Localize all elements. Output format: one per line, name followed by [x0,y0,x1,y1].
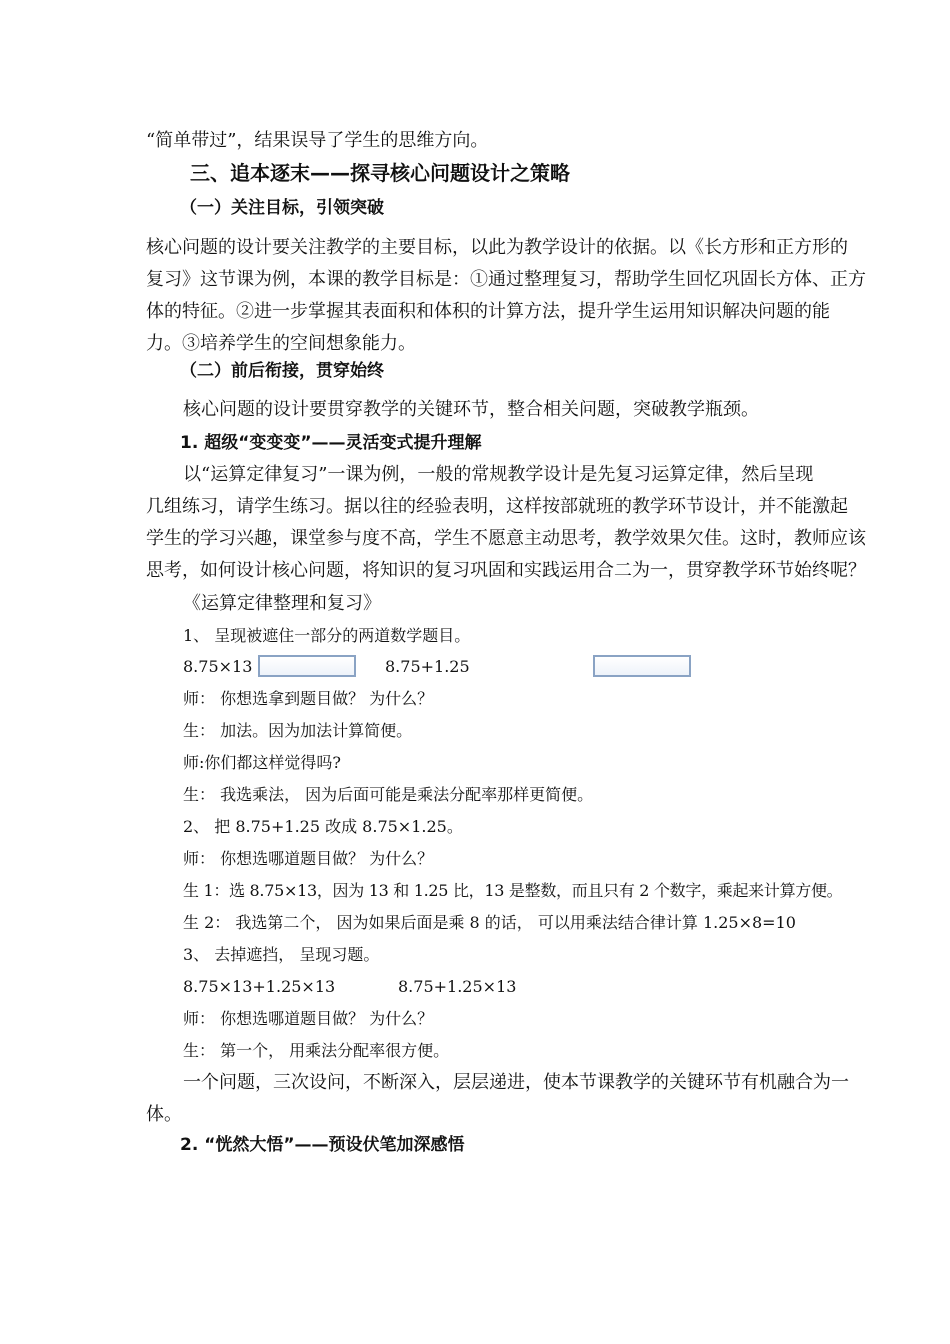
paragraph-line: 体的特征。②进一步掌握其表面积和体积的计算方法，提升学生运用知识解决问题的能 [146,301,830,322]
dialogue-line: 生： 第一个， 用乘法分配率很方便。 [183,1041,450,1060]
dialogue-line: 生： 加法。因为加法计算简便。 [183,721,413,740]
paragraph-line: 思考，如何设计核心问题，将知识的复习巩固和实践运用合二为一，贯穿教学环节始终呢？ [146,560,866,581]
sub-subsection-heading: 1. 超级“变变变”——灵活变式提升理解 [180,433,482,453]
paragraph-line: 一个问题，三次设问，不断深入，层层递进，使本节课教学的关键环节有机融合为一 [183,1072,849,1093]
paragraph-line: 学生的学习兴趣，课堂参与度不高，学生不愿意主动思考，教学效果欠佳。这时，教师应该 [146,528,866,549]
dialogue-line: 生： 我选乘法， 因为后面可能是乘法分配率那样更简便。 [183,785,594,804]
paragraph-line: 几组练习，请学生练习。据以往的经验表明，这样按部就班的教学环节设计，并不能激起 [146,496,848,517]
paragraph-line: “简单带过”，结果误导了学生的思维方向。 [146,130,489,151]
dialogue-line: 1、 呈现被遮住一部分的两道数学题目。 [183,626,471,645]
paragraph-line: 核心问题的设计要关注教学的主要目标，以此为教学设计的依据。以《长方形和正方形的 [146,237,848,258]
paragraph-line: 体。 [146,1104,182,1125]
sub-subsection-heading: 2. “恍然大悟”——预设伏笔加深感悟 [180,1135,465,1155]
dialogue-line: 师： 你想选哪道题目做？ 为什么？ [183,849,434,868]
paragraph-line: 力。③培养学生的空间想象能力。 [146,333,416,354]
math-expression: 8.75+1.25×13 [398,977,517,996]
subsection-heading: （二）前后衔接，贯穿始终 [180,361,384,381]
occluding-box [593,655,691,677]
paragraph-line: 复习》这节课为例，本课的教学目标是：①通过整理复习，帮助学生回忆巩固长方体、正方 [146,269,866,290]
dialogue-line: 师:你们都这样觉得吗? [183,753,341,772]
subsection-heading: （一）关注目标，引领突破 [180,198,384,218]
dialogue-line: 3、 去掉遮挡， 呈现习题。 [183,945,380,964]
dialogue-line: 2、 把 8.75+1.25 改成 8.75×1.25。 [183,817,463,836]
paragraph-line: 以“运算定律复习”一课为例，一般的常规教学设计是先复习运算定律，然后呈现 [183,464,814,485]
section-heading: 三、追本逐末——探寻核心问题设计之策略 [190,161,570,185]
math-expression: 8.75×13 [183,657,253,676]
dialogue-line: 生 2： 我选第二个， 因为如果后面是乘 8 的话， 可以用乘法结合律计算 1.25×8=10 [183,913,796,932]
dialogue-line: 生 1：选 8.75×13，因为 13 和 1.25 比，13 是整数，而且只有 2 个数字，乘起来计算方便。 [183,881,843,900]
lesson-title: 《运算定律整理和复习》 [183,593,381,614]
math-expression: 8.75+1.25 [385,657,470,676]
math-expression: 8.75×13+1.25×13 [183,977,336,996]
dialogue-line: 师： 你想选拿到题目做？ 为什么？ [183,689,434,708]
paragraph-line: 核心问题的设计要贯穿教学的关键环节，整合相关问题，突破教学瓶颈。 [183,399,759,420]
occluding-box [258,655,356,677]
dialogue-line: 师： 你想选哪道题目做？ 为什么？ [183,1009,434,1028]
